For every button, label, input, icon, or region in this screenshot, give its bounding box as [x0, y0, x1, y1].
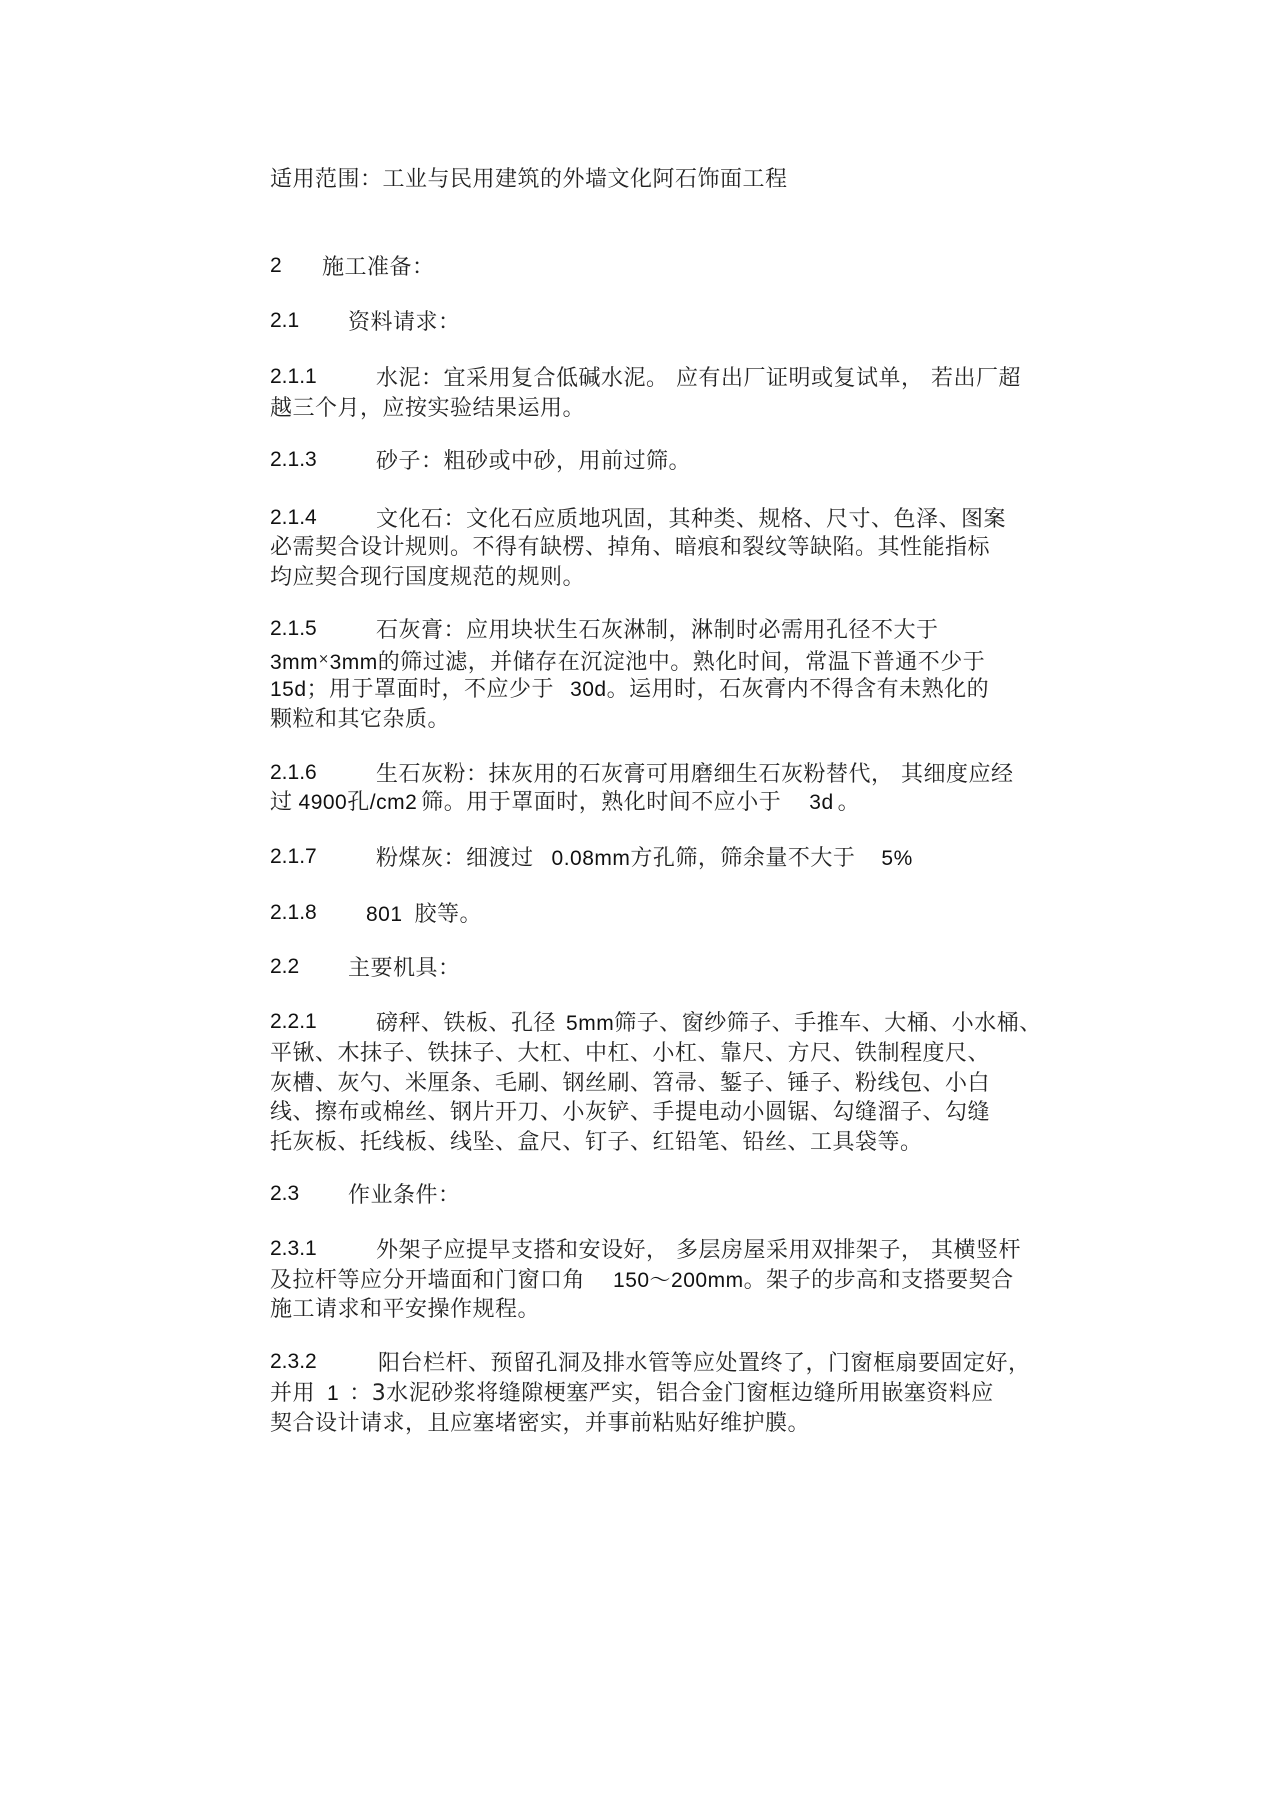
section-2-1-5-number: 2.1.5	[270, 617, 317, 640]
sieve-size-b: 3mm	[329, 651, 378, 674]
section-2-1-6-line-2-text-b: 孔	[347, 790, 370, 815]
section-2-2-1-line-2: 平锹、木抹子、铁抹子、大杠、中杠、小杠、靠尺、方尺、铁制程度尺、	[270, 1041, 991, 1066]
section-2-2-title: 主要机具：	[348, 956, 461, 981]
section-2-1-7-line-1	[376, 843, 913, 875]
section-2-1-3-number: 2.1.3	[270, 448, 317, 471]
section-2-1-1-line-2: 越三个月，应按实验结果运用。	[270, 396, 586, 421]
section-2-1-5-line-3	[270, 674, 989, 706]
section-2-3-1-text-a: 及拉杆等应分开墙面和门窗口角	[270, 1268, 586, 1293]
section-2-3-2-line-3: 契合设计请求，且应塞堵密实，并事前粘贴好维护膜。	[270, 1411, 811, 1436]
section-2-1-8-line-1	[366, 899, 482, 931]
section-2-2-1-text-a: 磅秤、铁板、孔径	[376, 1011, 557, 1036]
section-2-3-1-line-3: 施工请求和平安操作规程。	[270, 1297, 541, 1322]
section-2-1-8-number: 2.1.8	[270, 901, 317, 924]
section-2-2-1-line-3: 灰槽、灰勺、米厘条、毛刷、钢丝刷、笤帚、錾子、锤子、粉线包、小白	[270, 1071, 991, 1096]
mesh-count: 4900	[298, 791, 348, 814]
section-2-1-5-line-1: 石灰膏：应用块状生石灰淋制，淋制时必需用孔径不大于	[376, 618, 939, 643]
section-2-1-4-line-3: 均应契合现行国度规范的规则。	[270, 565, 586, 590]
glue-801: 801	[366, 903, 403, 926]
section-2-1-6-line-2-text-a: 过	[270, 790, 293, 815]
days-15: 15d	[270, 678, 307, 701]
section-2-3-1-text-b: 。架子的步高和支搭要契合	[743, 1268, 1014, 1293]
mix-ratio-1: 1	[327, 1382, 340, 1405]
section-2-1-4-number: 2.1.4	[270, 506, 317, 529]
section-2-1-5-line-3-text-a: ；用于罩面时，不应少于	[306, 677, 555, 702]
sieve-size-a: 3mm	[270, 651, 319, 674]
section-2-number: 2	[270, 254, 282, 277]
section-2-2-1-line-4: 线、擦布或棉丝、钢片开刀、小灰铲、手提电动小圆锯、勾缝溜子、勾缝	[270, 1100, 991, 1125]
section-2-1-7-text-a: 粉煤灰：细渡过	[376, 846, 534, 871]
section-2-1-4-line-2: 必需契合设计规则。不得有缺楞、掉角、暗痕和裂纹等缺陷。其性能指标	[270, 535, 991, 560]
sieve-aperture: 0.08mm	[551, 847, 631, 870]
section-2-1-1-number: 2.1.1	[270, 365, 317, 388]
section-2-1-7-text-b: 方孔筛，筛余量不大于	[630, 846, 856, 871]
aperture-5mm: 5mm	[566, 1012, 615, 1035]
section-2-1-1-line-1: 水泥：宜采用复合低碱水泥。 应有出厂证明或复试单， 若出厂超	[376, 366, 1021, 391]
section-2-3-2-text-b: ：3水泥砂浆将缝隙梗塞严实，铝合金门窗框边缝所用嵌塞资料应	[349, 1381, 994, 1406]
section-2-3-title: 作业条件：	[348, 1183, 461, 1208]
days-30: 30d	[570, 678, 607, 701]
section-2-3-2-line-1: 阳台栏杆、预留孔洞及排水管等应处置终了，门窗框扇要固定好，	[378, 1351, 1031, 1376]
section-2-3-1-line-1: 外架子应提早支搭和安设好， 多层房屋采用双排架子， 其横竖杆	[376, 1238, 1021, 1263]
section-2-1-5-line-2-text: 的筛过滤，并储存在沉淀池中。熟化时间，常温下普通不少于	[377, 650, 986, 675]
offset-range: 150～200mm	[613, 1269, 744, 1292]
section-2-1-5-line-4: 颗粒和其它杂质。	[270, 707, 451, 732]
section-2-1-title: 资料请求：	[348, 310, 461, 335]
section-2-1-5-line-3-text-b: 。运用时，石灰膏内不得含有未熟化的	[606, 677, 990, 702]
section-2-1-4-line-1: 文化石：文化石应质地巩固，其种类、规格、尺寸、色泽、图案	[376, 507, 1007, 532]
section-2-2-1-text-b: 筛子、窗纱筛子、手推车、大桶、小水桶、	[614, 1011, 1042, 1036]
section-2-1-6-line-2-text-d: 。	[837, 790, 861, 815]
section-2-3-2-line-2	[270, 1378, 994, 1410]
section-2-title: 施工准备：	[322, 255, 435, 280]
section-2-1-6-line-2	[270, 787, 860, 819]
section-2-1-8-text: 胶等。	[414, 902, 483, 927]
scope-line: 适用范围：工业与民用建筑的外墙文化阿石饰面工程	[270, 167, 788, 192]
section-2-3-2-number: 2.3.2	[270, 1350, 317, 1373]
section-2-1-number: 2.1	[270, 309, 300, 332]
section-2-3-2-text-a: 并用	[270, 1381, 316, 1406]
times-sign: ×	[318, 652, 330, 667]
residue-percent: 5%	[881, 847, 913, 870]
section-2-2-1-line-1	[376, 1008, 1042, 1040]
section-2-1-3-line-1: 砂子：粗砂或中砂，用前过筛。	[376, 449, 692, 474]
section-2-1-6-line-2-text-c: 筛。用于罩面时，熟化时间不应小于	[421, 790, 782, 815]
section-2-1-7-number: 2.1.7	[270, 845, 317, 868]
section-2-3-1-number: 2.3.1	[270, 1237, 317, 1260]
mesh-unit: /cm2	[369, 791, 418, 814]
section-2-3-number: 2.3	[270, 1182, 300, 1205]
section-2-2-1-line-5: 托灰板、托线板、线坠、盒尺、钉子、红铅笔、铅丝、工具袋等。	[270, 1130, 923, 1155]
section-2-1-6-number: 2.1.6	[270, 761, 317, 784]
section-2-3-1-line-2	[270, 1265, 1014, 1297]
section-2-2-1-number: 2.2.1	[270, 1010, 317, 1033]
days-3: 3d	[809, 791, 834, 814]
section-2-2-number: 2.2	[270, 955, 300, 978]
section-2-1-6-line-1: 生石灰粉：抹灰用的石灰膏可用磨细生石灰粉替代， 其细度应经	[376, 762, 1014, 787]
